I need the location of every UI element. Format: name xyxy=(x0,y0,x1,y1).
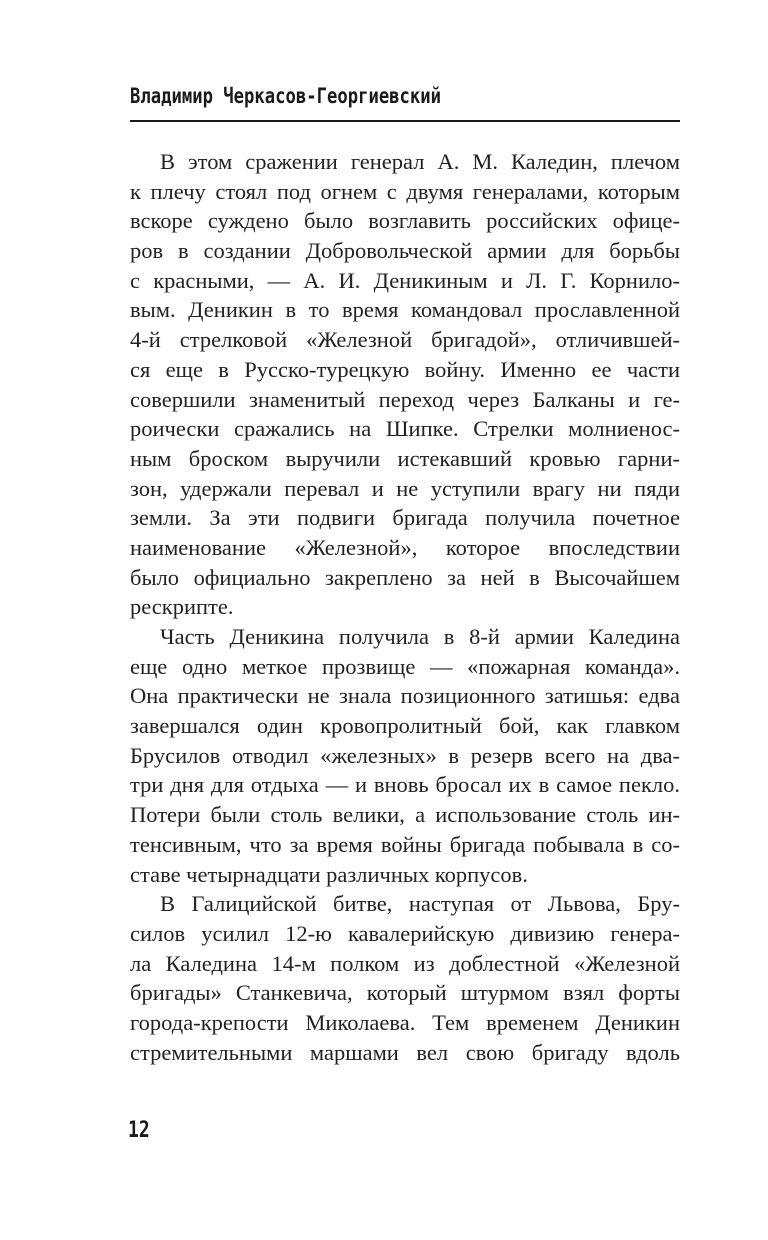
text-line: В Галицийской битве, наступая от Львова, Бру- xyxy=(160,891,680,917)
text-line: бригады» Станкевича, который штурмом взял форты xyxy=(130,980,680,1006)
text-line: Брусилов отводил «железных» в резерв всего на два- xyxy=(130,742,680,768)
text-line: ся еще в Русско-турецкую войну. Именно ее части xyxy=(130,356,680,382)
text-line: роически сражались на Шипке. Стрелки молниенос- xyxy=(130,416,680,442)
text-line: земли. За эти подвиги бригада получила почетное xyxy=(130,505,680,531)
text-line: вскоре суждено было возглавить российских офице- xyxy=(130,208,680,234)
text-line: Она практически не знала позиционного затишья: едва xyxy=(130,683,680,709)
text-line: ставе четырнадцати различных корпусов. xyxy=(130,861,528,887)
text-line: совершили знаменитый переход через Балканы и ге- xyxy=(130,386,680,412)
text-line: Потери были столь велики, а использование столь ин- xyxy=(130,802,680,828)
text-line: силов усилил 12-ю кавалерийскую дивизию генера- xyxy=(130,920,680,946)
text-line: ным броском выручили истекавший кровью гарни- xyxy=(130,445,680,471)
text-line: города-крепости Миколаева. Тем временем Деникин xyxy=(130,1009,680,1035)
text-line: три дня для отдыха — и вновь бросал их в самое пекло. xyxy=(130,772,680,798)
text-line: ров в создании Добровольческой армии для борьбы xyxy=(130,238,680,264)
paragraph-3 xyxy=(130,889,680,1067)
body-text xyxy=(130,147,680,1067)
text-line: Часть Деникина получила в 8-й армии Каледина xyxy=(160,624,680,649)
header-rule xyxy=(130,120,680,122)
text-line: ла Каледина 14-м полком из доблестной «Железной xyxy=(130,950,680,976)
paragraph-1 xyxy=(130,147,680,622)
text-line: стремительными маршами вел свою бригаду вдоль xyxy=(130,1039,680,1065)
text-line: завершался один кровопролитный бой, как главком xyxy=(130,713,680,739)
page-number: 12 xyxy=(128,1118,150,1143)
text-line: еще одно меткое прозвище — «пожарная команда». xyxy=(130,653,680,679)
text-line: наименование «Железной», которое впоследствии xyxy=(130,534,680,560)
paragraph-2 xyxy=(130,622,680,889)
text-line: с красными, — А. И. Деникиным и Л. Г. Корнило- xyxy=(130,267,680,293)
text-line: рескрипте. xyxy=(130,594,234,620)
text-line: было официально закреплено за ней в Высочайшем xyxy=(130,564,680,590)
text-line: к плечу стоял под огнем с двумя генералами, которым xyxy=(130,178,680,204)
text-line: В этом сражении генерал А. М. Каледин, плечом xyxy=(160,149,680,174)
text-line: 4-й стрелковой «Железной бригадой», отличившей- xyxy=(130,327,680,353)
running-head-author: Владимир Черкасов-Георгиевский xyxy=(130,84,442,108)
text-line: вым. Деникин в то время командовал прославленной xyxy=(130,297,680,323)
text-line: зон, удержали перевал и не уступили врагу ни пяди xyxy=(130,475,680,501)
text-line: тенсивным, что за время войны бригада побывала в со- xyxy=(130,831,680,857)
